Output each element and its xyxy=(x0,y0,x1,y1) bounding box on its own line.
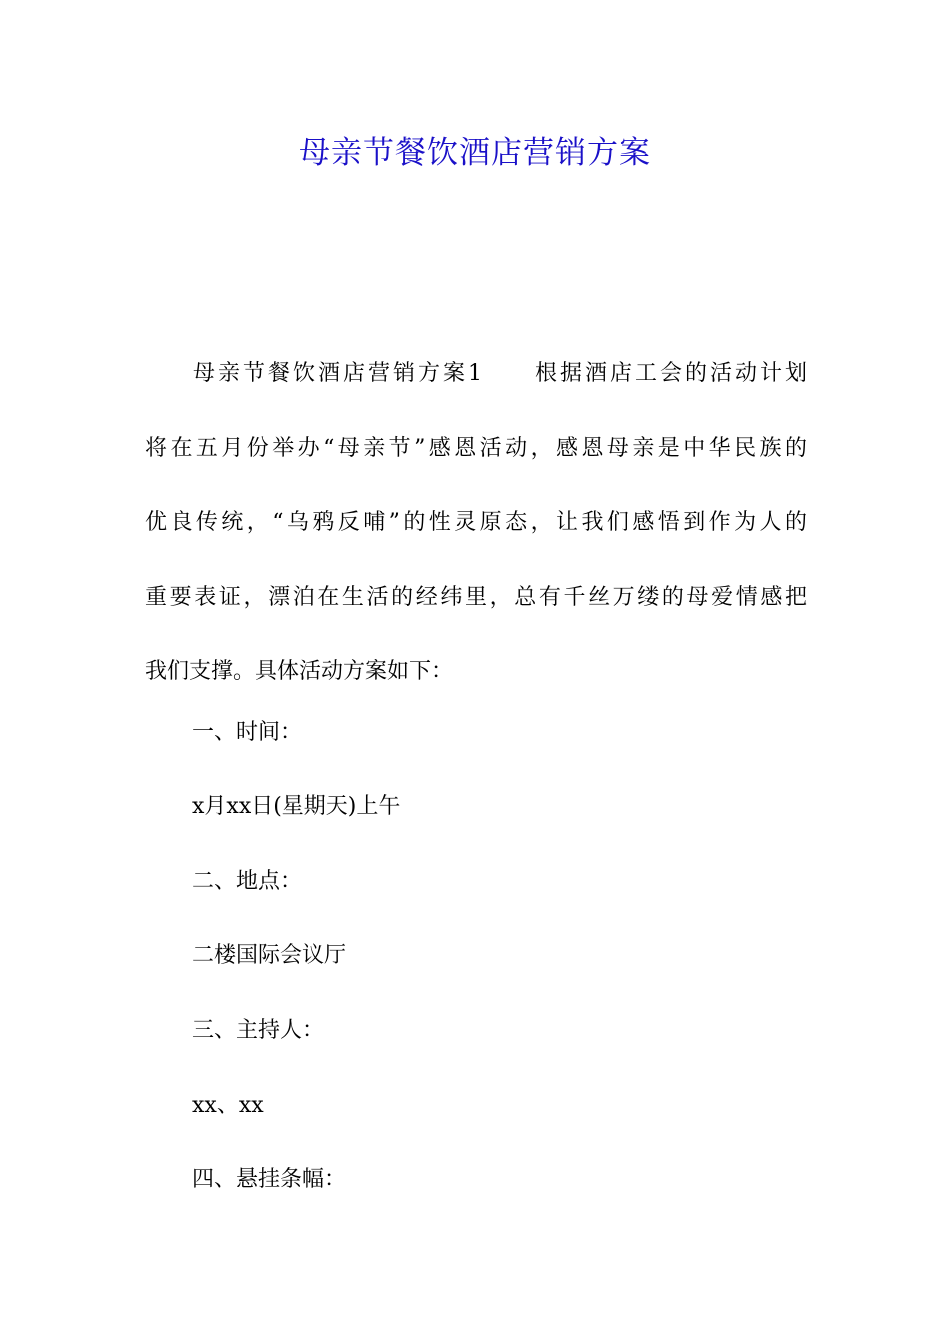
intro-line-3: 优良传统，“乌鸦反哺”的性灵原态，让我们感悟到作为人的 xyxy=(145,510,807,535)
section-content-time: x月xx日(星期天)上午 xyxy=(192,794,401,819)
section-heading-banner: 四、悬挂条幅： xyxy=(192,1167,347,1192)
intro-line-5: 我们支撑。具体活动方案如下： xyxy=(145,659,454,684)
intro-heading: 母亲节餐饮酒店营销方案1 xyxy=(193,361,482,386)
intro-line-4: 重要表证，漂泊在生活的经纬里，总有千丝万缕的母爱情感把 xyxy=(145,584,807,610)
intro-paragraph xyxy=(145,337,807,710)
intro-line-1-text: 根据酒店工会的活动计划 xyxy=(532,361,807,386)
section-content-location: 二楼国际会议厅 xyxy=(192,943,347,968)
intro-line-1 xyxy=(145,337,807,412)
section-content-host: xx、xx xyxy=(192,1093,264,1118)
section-heading-host: 三、主持人： xyxy=(192,1018,325,1043)
document-title: 母亲节餐饮酒店营销方案 xyxy=(299,135,651,171)
intro-line-2: 将在五月份举办“母亲节”感恩活动，感恩母亲是中华民族的 xyxy=(145,435,807,461)
section-heading-location: 二、地点： xyxy=(192,869,303,894)
section-heading-time: 一、时间： xyxy=(192,720,303,745)
